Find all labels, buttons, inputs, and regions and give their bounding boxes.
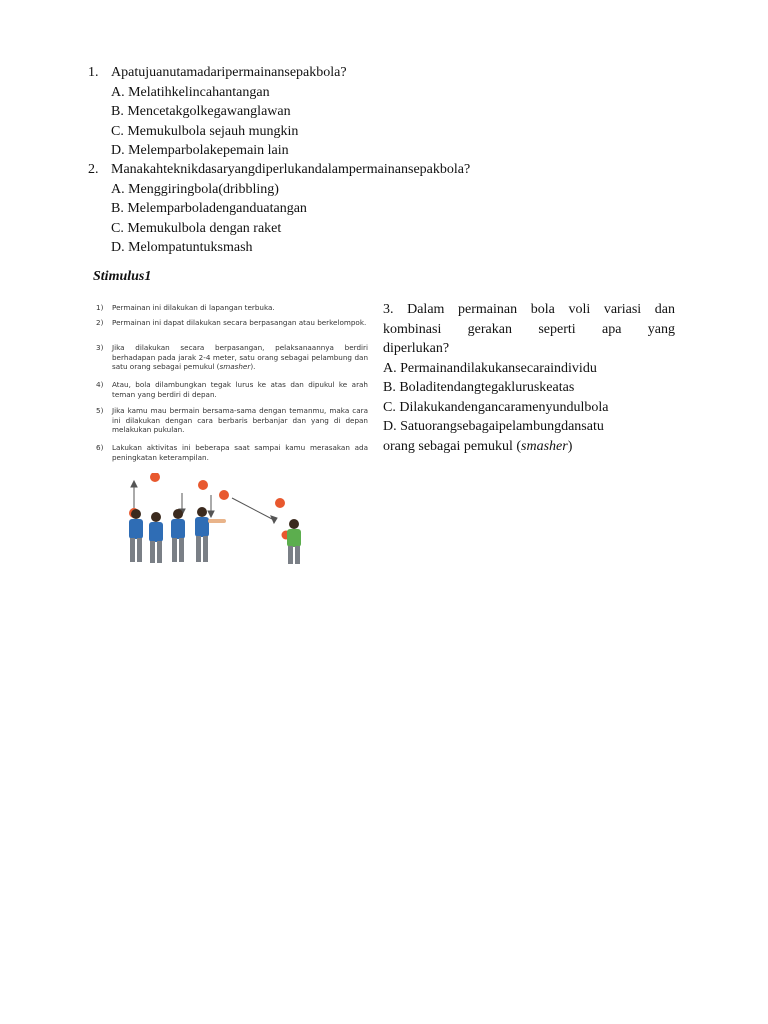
option-a: A. Permainandilakukansecaraindividu bbox=[383, 360, 597, 376]
stimulus-item-3-text: Jika dilakukan secara berpasangan, pelaksanaannya berdiri berhadapan pada jarak 2-4 meter, satu orang sebagai pelambung dan satu orang sebagai pemukul (smasher). bbox=[112, 343, 368, 372]
stimulus-item-number: 4) bbox=[96, 380, 104, 389]
question-text-line-1: 3. Dalam permainan bola voli variasi dan bbox=[383, 302, 675, 317]
stimulus-item-text: Permainan ini dilakukan di lapangan terbuka. bbox=[112, 303, 275, 312]
option-b: B. Melemparboladenganduatangan bbox=[111, 201, 307, 216]
option-a: A. Melatihkelincahantangan bbox=[111, 84, 270, 100]
question-1 bbox=[88, 63, 648, 163]
question-number: 1. bbox=[88, 65, 99, 80]
stimulus-item bbox=[96, 343, 368, 373]
option-b: B. Mencetakgolkegawanglawan bbox=[111, 104, 291, 119]
question-text: Manakahteknikdasaryangdiperlukandalampermainansepakbola? bbox=[111, 162, 471, 177]
option-d-tail-prefix: orang sebagai pemukul ( bbox=[383, 438, 522, 454]
stimulus-item-number: 1) bbox=[96, 303, 104, 312]
stimulus-item-text: Atau, bola dilambungkan tegak lurus ke atas dan dipukul ke arah teman yang berdiri di depan. bbox=[112, 380, 368, 399]
stimulus-item-number: 3) bbox=[96, 343, 104, 352]
stimulus-title: Stimulus1 bbox=[93, 269, 152, 284]
volleyball-illustration bbox=[94, 473, 369, 568]
option-d: D. Satuorangsebagaipelambungdansatu bbox=[383, 419, 604, 434]
option-c: C. Memukulbola sejauh mungkin bbox=[111, 123, 299, 139]
option-c: C. Dilakukandengancaramenyundulbola bbox=[383, 399, 609, 415]
question-text: Apatujuanutamadaripermainansepakbola? bbox=[111, 65, 347, 80]
stimulus-item-number: 2) bbox=[96, 318, 104, 327]
question-2 bbox=[88, 160, 648, 260]
option-b: B. Boladitendangtegakluruskeatas bbox=[383, 380, 575, 395]
stimulus-item bbox=[96, 380, 368, 400]
stimulus-item-text bbox=[112, 343, 368, 372]
stimulus-item bbox=[96, 318, 368, 338]
stimulus-item-text: Permainan ini dapat dilakukan secara berpasangan atau berkelompok. bbox=[112, 318, 367, 327]
stimulus-item-number: 6) bbox=[96, 443, 104, 452]
option-d: D. Melompatuntuksmash bbox=[111, 240, 253, 255]
stimulus-item-text: Lakukan aktivitas ini beberapa saat sampai kamu merasakan ada peningkatan keterampilan. bbox=[112, 443, 368, 462]
option-c: C. Memukulbola dengan raket bbox=[111, 220, 282, 236]
stimulus-item-text: Jika kamu mau bermain bersama-sama dengan temanmu, maka cara ini dilakukan dengan cara berbaris berbanjar dan yang di depan melakukan pukulan. bbox=[112, 406, 368, 435]
option-d-tail-italic: smasher bbox=[521, 438, 568, 454]
option-d-continuation bbox=[383, 437, 675, 457]
option-a: A. Menggiringbola(dribbling) bbox=[111, 181, 279, 197]
stimulus-image bbox=[94, 298, 369, 570]
stimulus-item bbox=[96, 443, 368, 463]
stimulus-item-number: 5) bbox=[96, 406, 104, 415]
question-number: 2. bbox=[88, 162, 99, 177]
question-text-line-3: diperlukan? bbox=[383, 341, 450, 356]
stimulus-item bbox=[96, 303, 368, 313]
option-d: D. Melemparbolakepemain lain bbox=[111, 143, 289, 158]
option-d-tail-suffix: ) bbox=[567, 438, 573, 454]
question-text-line-2: kombinasi gerakan seperti apa yang bbox=[383, 321, 675, 337]
stimulus-item bbox=[96, 406, 368, 436]
question-3 bbox=[383, 300, 675, 456]
